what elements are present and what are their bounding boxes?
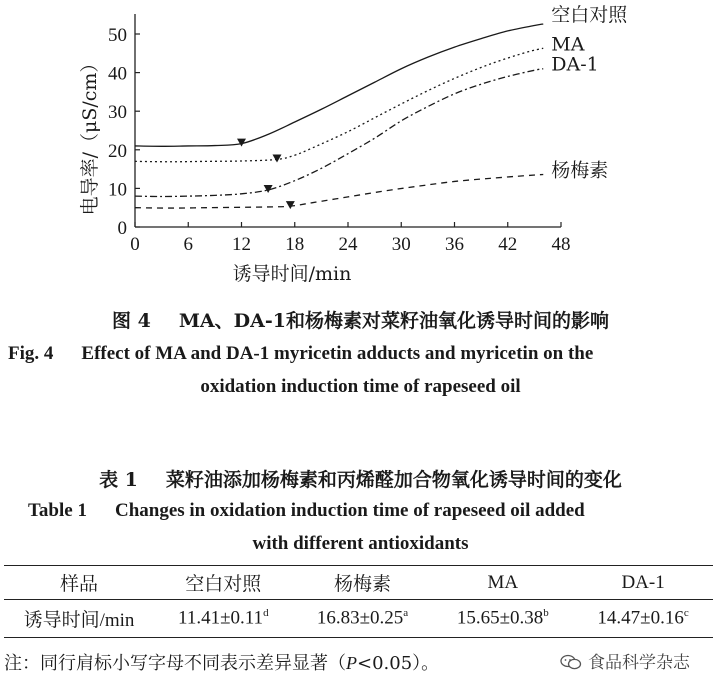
data-table <box>4 565 713 638</box>
table-label-en: Table 1 <box>28 500 87 521</box>
table-note: 注：同行肩标小写字母不同表示差异显著（P<0.05）。 <box>4 653 440 674</box>
series-line-0 <box>135 24 543 146</box>
header-ma: MA <box>432 566 573 600</box>
figure-title-en-line2: oxidation induction time of rapeseed oil <box>200 376 521 397</box>
line-chart <box>0 0 721 295</box>
y-tick-label: 0 <box>117 218 127 239</box>
figure-title-en-line1: Effect of MA and DA-1 myricetin adducts and myricetin on the <box>81 343 594 364</box>
y-tick-label: 30 <box>108 102 127 124</box>
series-line-1 <box>135 48 543 161</box>
y-tick-label: 40 <box>108 63 127 85</box>
y-tick-label: 50 <box>108 25 127 46</box>
series-label-0: 空白对照 <box>551 3 628 26</box>
x-tick-label: 18 <box>285 234 305 255</box>
table-label-zh: 表 1 <box>99 469 138 491</box>
y-tick-label: 20 <box>108 140 127 162</box>
cell-da1: 14.47±0.16$^c$ <box>573 600 713 638</box>
series-line-3 <box>135 175 543 209</box>
x-tick-label: 0 <box>130 234 140 255</box>
table-title-zh <box>0 465 721 492</box>
watermark: 食品科学杂志 <box>560 648 690 673</box>
table-caption-en-line1: Changes in oxidation induction time of rapeseed oil added <box>114 500 585 521</box>
series-label-3: 杨梅素 <box>551 159 609 182</box>
x-tick-label: 30 <box>391 234 411 255</box>
x-tick-label: 12 <box>232 234 251 255</box>
x-tick-label: 42 <box>498 234 518 255</box>
cell-control: 11.41±0.11$^d$ <box>154 600 293 638</box>
x-tick-label: 6 <box>183 234 193 255</box>
header-control: 空白对照 <box>154 566 293 600</box>
figure-caption-zh <box>0 306 721 333</box>
figure-label-en: Fig. 4 <box>8 343 54 364</box>
figure-caption-en <box>8 343 718 365</box>
table-header-row <box>4 566 713 600</box>
header-myricetin: 杨梅素 <box>293 566 433 600</box>
table-caption-zh: 菜籽油添加杨梅素和丙烯醛加合物氧化诱导时间的变化 <box>165 469 622 491</box>
table-caption-en-line2: with different antioxidants <box>252 533 469 554</box>
y-axis-label: 电导率/（μS/cm） <box>79 53 101 216</box>
series-label-1: MA <box>551 33 585 56</box>
x-tick-label: 36 <box>445 234 464 255</box>
header-da1: DA-1 <box>573 566 713 600</box>
wechat-icon <box>560 654 582 670</box>
series-label-2: DA-1 <box>551 53 599 76</box>
series-line-2 <box>135 69 543 197</box>
cell-ma: 15.65±0.38$^b$ <box>432 600 573 638</box>
x-tick-label: 24 <box>338 234 358 255</box>
row-label: 诱导时间/min <box>4 600 154 638</box>
cell-myricetin: 16.83±0.25$^a$ <box>293 600 433 638</box>
x-tick-label: 48 <box>551 234 571 255</box>
y-tick-label: 10 <box>108 179 127 201</box>
table-title-en <box>28 500 718 522</box>
table-row <box>4 600 713 638</box>
header-sample: 样品 <box>4 566 154 600</box>
figure-label-zh: 图 4 <box>112 310 151 332</box>
x-axis-label: 诱导时间/min <box>232 263 352 285</box>
figure-title-zh: MA、DA-1和杨梅素对菜籽油氧化诱导时间的影响 <box>178 310 609 332</box>
